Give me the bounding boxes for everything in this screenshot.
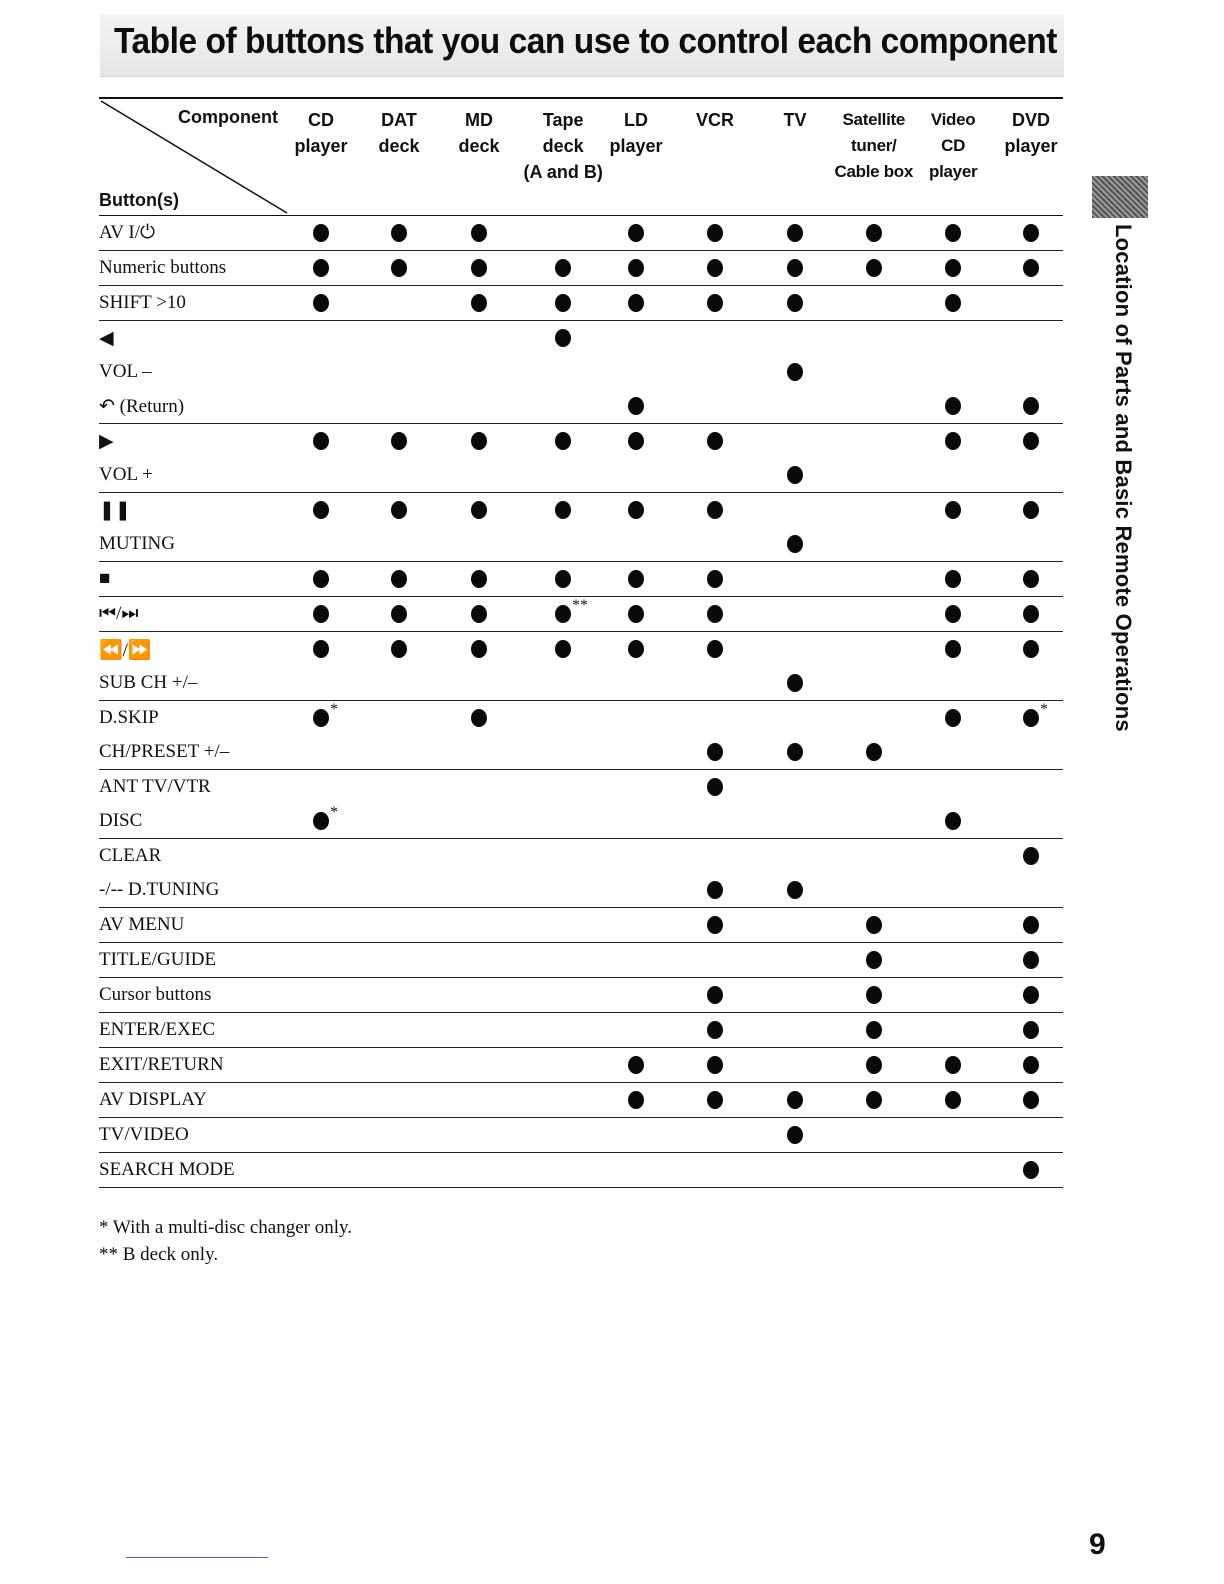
button-name: ⏮/⏭ (99, 603, 139, 624)
support-dot-icon (866, 743, 882, 761)
footnote-mark: * (1040, 701, 1048, 718)
footnote-mark: * (330, 804, 338, 821)
support-dot-icon (707, 640, 723, 658)
column-header-line: VCR (696, 110, 735, 130)
support-dot-icon (945, 432, 961, 450)
column-header-line: CD (941, 136, 966, 155)
column-header-tape (524, 107, 603, 185)
support-dot-icon (628, 259, 644, 277)
table-row (99, 493, 1063, 527)
support-dot-icon (707, 916, 723, 934)
support-dot-icon (628, 640, 644, 658)
support-dot-icon (707, 224, 723, 242)
support-dot-icon (1023, 1056, 1039, 1074)
support-dot-icon (787, 363, 803, 381)
table-row (99, 908, 1063, 943)
support-dot-icon (555, 501, 571, 519)
button-name: AV MENU (99, 914, 185, 935)
table-row (99, 1083, 1063, 1118)
column-header-tv (784, 107, 807, 133)
button-name: ▶ (99, 431, 114, 452)
support-dot-icon (313, 224, 329, 242)
column-header-line: DAT (381, 110, 417, 130)
button-name: AV DISPLAY (99, 1089, 207, 1110)
support-dot-icon (471, 640, 487, 658)
support-dot-icon (391, 640, 407, 658)
support-dot-icon (555, 640, 571, 658)
support-dot-icon (707, 1021, 723, 1039)
button-name: ❚❚ (99, 500, 131, 521)
column-header-vcr (696, 107, 734, 133)
support-dot-icon (787, 294, 803, 312)
support-dot-icon (707, 259, 723, 277)
footnote-mark: * (330, 701, 338, 718)
table-row (99, 216, 1063, 251)
footnote-multi-disc: * With a multi-disc changer only. (99, 1217, 353, 1238)
table-row (99, 632, 1063, 666)
support-dot-icon (1023, 570, 1039, 588)
support-dot-icon (313, 709, 329, 727)
support-dot-icon (707, 501, 723, 519)
table-row (99, 943, 1063, 978)
button-name: Numeric buttons (99, 257, 227, 278)
support-dot-icon (628, 501, 644, 519)
button-name: ANT TV/VTR (99, 776, 211, 797)
support-dot-icon (707, 986, 723, 1004)
support-dot-icon (707, 432, 723, 450)
support-dot-icon (787, 674, 803, 692)
support-dot-icon (313, 605, 329, 623)
table-row (99, 1013, 1063, 1048)
button-name: CH/PRESET +/– (99, 741, 230, 762)
section-sidebar (1092, 176, 1148, 732)
support-dot-icon (555, 570, 571, 588)
column-header-line: player (1004, 136, 1058, 156)
support-dot-icon (471, 259, 487, 277)
table-row (99, 804, 1063, 839)
page-title-banner (100, 14, 1064, 77)
section-tab-marker (1092, 176, 1148, 218)
support-dot-icon (945, 397, 961, 415)
support-dot-icon (1023, 605, 1039, 623)
page-number: 9 (1089, 1528, 1106, 1561)
support-dot-icon (866, 224, 882, 242)
column-header-line: deck (378, 136, 420, 156)
support-dot-icon (1023, 501, 1039, 519)
table-row (99, 735, 1063, 770)
support-dot-icon (471, 570, 487, 588)
support-dot-icon (945, 501, 961, 519)
column-header-md (459, 107, 500, 159)
support-dot-icon (1023, 916, 1039, 934)
support-dot-icon (1023, 847, 1039, 865)
column-header-line: CD (308, 110, 335, 130)
column-header-dvd (1005, 107, 1058, 159)
table-row (99, 527, 1063, 562)
button-name: SEARCH MODE (99, 1159, 235, 1180)
support-dot-icon (555, 432, 571, 450)
support-dot-icon (628, 605, 644, 623)
support-dot-icon (1023, 640, 1039, 658)
support-dot-icon (787, 881, 803, 899)
column-header-line: deck (458, 136, 500, 156)
table-row (99, 458, 1063, 493)
column-header-line: tuner/ (851, 136, 897, 155)
button-name: CLEAR (99, 845, 162, 866)
footnotes (99, 1214, 352, 1268)
support-dot-icon (391, 501, 407, 519)
support-dot-icon (945, 605, 961, 623)
support-dot-icon (707, 1091, 723, 1109)
support-dot-icon (555, 294, 571, 312)
support-dot-icon (945, 224, 961, 242)
button-name: DISC (99, 810, 143, 831)
button-name: SUB CH +/– (99, 672, 198, 693)
support-dot-icon (391, 605, 407, 623)
support-dot-icon (628, 294, 644, 312)
button-name: Cursor buttons (99, 984, 212, 1005)
column-header-line: TV (783, 110, 807, 130)
column-header-line: Tape (542, 110, 584, 130)
support-dot-icon (313, 570, 329, 588)
table-row (99, 770, 1063, 804)
column-header-line: player (294, 136, 348, 156)
footnote-b-deck: ** B deck only. (99, 1244, 219, 1265)
support-dot-icon (471, 294, 487, 312)
support-dot-icon (866, 259, 882, 277)
support-dot-icon (707, 294, 723, 312)
support-dot-icon (945, 1091, 961, 1109)
table-row (99, 355, 1063, 389)
component-header-label: Component (178, 107, 278, 127)
table-row (99, 701, 1063, 735)
column-header-sat (835, 107, 914, 185)
support-dot-icon (628, 570, 644, 588)
section-title-vertical: Location of Parts and Basic Remote Operations (1111, 224, 1136, 732)
column-header-line: MD (465, 110, 494, 130)
table-row (99, 424, 1063, 458)
table-row (99, 251, 1063, 286)
support-dot-icon (787, 743, 803, 761)
support-dot-icon (628, 397, 644, 415)
support-dot-icon (945, 294, 961, 312)
table-row (99, 321, 1063, 355)
support-dot-icon (471, 432, 487, 450)
support-dot-icon (707, 778, 723, 796)
support-dot-icon (391, 570, 407, 588)
support-dot-icon (313, 259, 329, 277)
support-dot-icon (1023, 259, 1039, 277)
support-dot-icon (628, 432, 644, 450)
support-dot-icon (1023, 1161, 1039, 1179)
support-dot-icon (866, 1021, 882, 1039)
support-dot-icon (1023, 1021, 1039, 1039)
support-dot-icon (391, 259, 407, 277)
table-body (99, 216, 1063, 1188)
support-dot-icon (313, 294, 329, 312)
support-dot-icon (945, 640, 961, 658)
support-dot-icon (313, 501, 329, 519)
table-row (99, 1118, 1063, 1153)
support-dot-icon (945, 570, 961, 588)
support-dot-icon (707, 570, 723, 588)
support-dot-icon (1023, 951, 1039, 969)
support-dot-icon (1023, 432, 1039, 450)
column-header-vcd (929, 107, 977, 185)
support-dot-icon (313, 812, 329, 830)
table-row (99, 978, 1063, 1013)
page-title: Table of buttons that you can use to control each component (114, 20, 1057, 61)
support-dot-icon (628, 224, 644, 242)
column-header-ld (610, 107, 663, 159)
button-name: ◀ (99, 328, 114, 349)
support-dot-icon (866, 951, 882, 969)
support-dot-icon (391, 432, 407, 450)
support-dot-icon (391, 224, 407, 242)
button-header-label: Button(s) (99, 190, 179, 210)
support-dot-icon (787, 1091, 803, 1109)
table-row (99, 1153, 1063, 1188)
button-name: TITLE/GUIDE (99, 949, 217, 970)
support-dot-icon (471, 605, 487, 623)
button-name: MUTING (99, 533, 175, 554)
footer-rule (126, 1557, 268, 1558)
support-dot-icon (628, 1056, 644, 1074)
support-dot-icon (866, 1091, 882, 1109)
table-row (99, 1048, 1063, 1083)
column-header-line: player (929, 162, 978, 181)
support-dot-icon (707, 881, 723, 899)
support-dot-icon (1023, 1091, 1039, 1109)
support-dot-icon (313, 432, 329, 450)
column-header-cd (295, 107, 348, 159)
button-component-table (99, 97, 1063, 1188)
support-dot-icon (1023, 397, 1039, 415)
support-dot-icon (945, 259, 961, 277)
button-name: VOL + (99, 464, 153, 485)
column-header-line: (A and B) (523, 162, 603, 182)
button-name: SHIFT >10 (99, 292, 186, 313)
button-name: ENTER/EXEC (99, 1019, 216, 1040)
table-row (99, 286, 1063, 321)
button-name: AV I/⏻ (99, 222, 156, 243)
table-row (99, 389, 1063, 424)
support-dot-icon (555, 605, 571, 623)
support-dot-icon (945, 709, 961, 727)
column-header-line: Satellite (842, 110, 906, 129)
support-dot-icon (787, 1126, 803, 1144)
column-header-line: LD (624, 110, 649, 130)
support-dot-icon (866, 986, 882, 1004)
table-row (99, 839, 1063, 873)
column-header-line: deck (542, 136, 584, 156)
support-dot-icon (628, 1091, 644, 1109)
button-name: ■ (99, 568, 111, 589)
support-dot-icon (471, 224, 487, 242)
support-dot-icon (866, 1056, 882, 1074)
support-dot-icon (787, 259, 803, 277)
support-dot-icon (1023, 986, 1039, 1004)
support-dot-icon (471, 501, 487, 519)
column-header-line: DVD (1012, 110, 1051, 130)
support-dot-icon (471, 709, 487, 727)
button-name: ⏪/⏩ (99, 640, 152, 661)
support-dot-icon (707, 1056, 723, 1074)
table-header (99, 97, 1063, 216)
table-row (99, 873, 1063, 908)
button-name: VOL – (99, 361, 152, 382)
column-header-line: player (609, 136, 663, 156)
column-header-line: Video (930, 110, 976, 129)
table-row (99, 562, 1063, 597)
column-header-line: Cable box (834, 162, 914, 181)
table-row (99, 666, 1063, 701)
button-name: EXIT/RETURN (99, 1054, 224, 1075)
support-dot-icon (945, 812, 961, 830)
support-dot-icon (945, 1056, 961, 1074)
column-header-dat (379, 107, 420, 159)
support-dot-icon (787, 224, 803, 242)
support-dot-icon (707, 743, 723, 761)
button-name: TV/VIDEO (99, 1124, 189, 1145)
support-dot-icon (787, 535, 803, 553)
button-name: D.SKIP (99, 707, 159, 728)
support-dot-icon (1023, 709, 1039, 727)
support-dot-icon (555, 329, 571, 347)
table-row (99, 597, 1063, 632)
footnote-mark: ** (572, 597, 588, 614)
support-dot-icon (866, 916, 882, 934)
support-dot-icon (707, 605, 723, 623)
button-name: -/-- D.TUNING (99, 879, 220, 900)
support-dot-icon (787, 466, 803, 484)
button-name: ↶ (Return) (99, 396, 185, 417)
support-dot-icon (1023, 224, 1039, 242)
support-dot-icon (555, 259, 571, 277)
support-dot-icon (313, 640, 329, 658)
